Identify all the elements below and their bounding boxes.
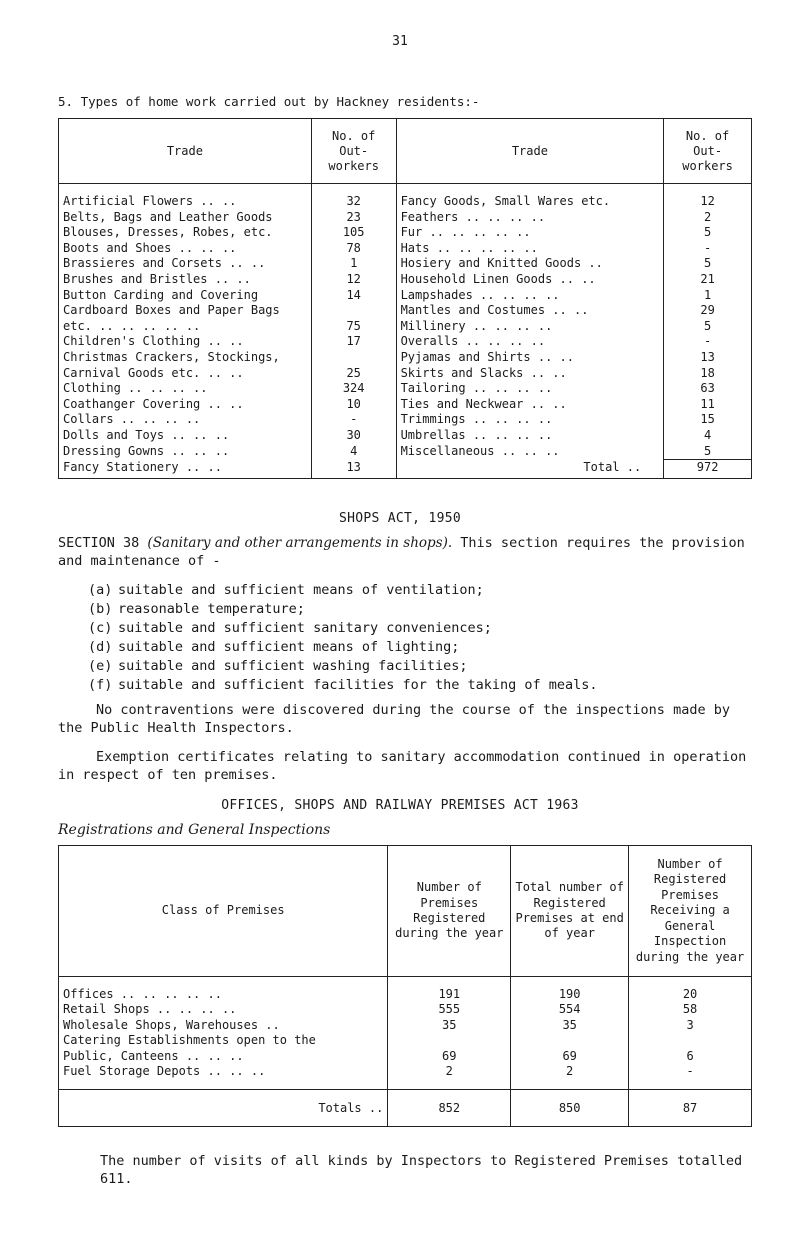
left-count-cell: 1 bbox=[311, 256, 396, 272]
right-trade-cell: Ties and Neckwear .. .. bbox=[396, 397, 664, 413]
row-total-cell: 35 bbox=[511, 1018, 629, 1033]
left-count-cell: 23 bbox=[311, 210, 396, 226]
right-count-cell: 18 bbox=[664, 366, 752, 382]
left-trade-cell: Boots and Shoes .. .. .. bbox=[59, 241, 312, 257]
right-trade-cell: Tailoring .. .. .. .. bbox=[396, 381, 664, 397]
left-count-cell: 4 bbox=[311, 444, 396, 460]
section-38-text: This section requires the provision and maintenance of - bbox=[58, 535, 745, 569]
header-count-left: No. of Out- workers bbox=[311, 119, 396, 184]
homework-header-row bbox=[59, 119, 752, 184]
row-reg-cell: 69 bbox=[388, 1049, 511, 1064]
header-inspected: Number of Registered Premises Receiving a General Inspection during the year bbox=[629, 846, 752, 977]
right-count-cell: 5 bbox=[664, 256, 752, 272]
left-trade-cell: Clothing .. .. .. .. bbox=[59, 381, 312, 397]
left-trade-cell: Blouses, Dresses, Robes, etc. bbox=[59, 225, 312, 241]
spacer-cell bbox=[59, 1079, 388, 1090]
left-trade-cell: Carnival Goods etc. .. .. bbox=[59, 366, 312, 382]
right-trade-cell: Hats .. .. .. .. .. bbox=[396, 241, 664, 257]
header-class: Class of Premises bbox=[59, 846, 388, 977]
row-insp-cell: 3 bbox=[629, 1018, 752, 1033]
left-trade-cell: Children's Clothing .. .. bbox=[59, 334, 312, 350]
right-trade-cell: Umbrellas .. .. .. .. bbox=[396, 428, 664, 444]
left-count-cell: 30 bbox=[311, 428, 396, 444]
list-item: (d) suitable and sufficient means of lighting; bbox=[88, 639, 460, 655]
row-insp-cell: 58 bbox=[629, 1002, 752, 1017]
row-cls-cell: Wholesale Shops, Warehouses .. bbox=[59, 1018, 388, 1033]
table-row bbox=[59, 350, 752, 366]
right-count-cell: 29 bbox=[664, 303, 752, 319]
contraventions-paragraph: No contraventions were discovered during the course of the inspections made by the Public Health Inspectors. bbox=[58, 702, 730, 736]
row-total-cell: 2 bbox=[511, 1064, 629, 1079]
row-reg-cell: 2 bbox=[388, 1064, 511, 1079]
right-count-cell: 63 bbox=[664, 381, 752, 397]
table-row bbox=[59, 381, 752, 397]
section-38-paragraph bbox=[58, 534, 753, 570]
row-cls-cell: Catering Establishments open to the bbox=[59, 1033, 388, 1048]
right-trade-cell: Fancy Goods, Small Wares etc. bbox=[396, 184, 664, 210]
registrations-table bbox=[58, 845, 752, 1127]
left-trade-cell: etc. .. .. .. .. .. bbox=[59, 319, 312, 335]
left-count-cell: 78 bbox=[311, 241, 396, 257]
row-reg-cell: 555 bbox=[388, 1002, 511, 1017]
right-trade-cell: Trimmings .. .. .. .. bbox=[396, 412, 664, 428]
list-item: (e) suitable and sufficient washing facilities; bbox=[88, 658, 468, 674]
table-row bbox=[59, 1064, 752, 1079]
row-reg-cell bbox=[388, 1033, 511, 1048]
header-trade-left: Trade bbox=[59, 119, 312, 184]
header-registered: Number of Premises Registered during the year bbox=[388, 846, 511, 977]
totals-registered: 852 bbox=[388, 1090, 511, 1127]
right-count-cell: 15 bbox=[664, 412, 752, 428]
table-row bbox=[59, 210, 752, 226]
right-count-cell: 12 bbox=[664, 184, 752, 210]
table-row bbox=[59, 1033, 752, 1048]
left-count-cell: 14 bbox=[311, 288, 396, 304]
right-trade-cell: Overalls .. .. .. .. bbox=[396, 334, 664, 350]
spacer-cell bbox=[629, 1079, 752, 1090]
right-trade-cell: Mantles and Costumes .. .. bbox=[396, 303, 664, 319]
table-row bbox=[59, 1018, 752, 1033]
left-trade-cell: Coathanger Covering .. .. bbox=[59, 397, 312, 413]
left-count-cell: 75 bbox=[311, 319, 396, 335]
left-trade-cell: Brushes and Bristles .. .. bbox=[59, 272, 312, 288]
left-trade-cell: Dressing Gowns .. .. .. bbox=[59, 444, 312, 460]
row-insp-cell: 6 bbox=[629, 1049, 752, 1064]
table-row bbox=[59, 444, 752, 460]
osr-act-heading: OFFICES, SHOPS AND RAILWAY PREMISES ACT 1963 bbox=[221, 798, 579, 813]
right-trade-cell: Skirts and Slacks .. .. bbox=[396, 366, 664, 382]
section-intro: 5. Types of home work carried out by Hackney residents:- bbox=[58, 94, 480, 109]
right-count-cell: 5 bbox=[664, 225, 752, 241]
closing-paragraph: The number of visits of all kinds by Inspectors to Registered Premises totalled 611. bbox=[100, 1153, 743, 1187]
right-count-cell: - bbox=[664, 241, 752, 257]
left-trade-cell: Fancy Stationery .. .. bbox=[59, 460, 312, 479]
row-cls-cell: Public, Canteens .. .. .. bbox=[59, 1049, 388, 1064]
header-total: Total number of Registered Premises at end of year bbox=[511, 846, 629, 977]
totals-total: 850 bbox=[511, 1090, 629, 1127]
table-row bbox=[59, 397, 752, 413]
homework-table-body bbox=[59, 184, 752, 479]
table-row bbox=[59, 977, 752, 1003]
right-count-cell: 5 bbox=[664, 444, 752, 460]
header-trade-right: Trade bbox=[396, 119, 664, 184]
row-insp-cell: - bbox=[629, 1064, 752, 1079]
left-trade-cell: Artificial Flowers .. .. bbox=[59, 184, 312, 210]
spacer-cell bbox=[511, 1079, 629, 1090]
table-row bbox=[59, 428, 752, 444]
table-row bbox=[59, 225, 752, 241]
left-count-cell bbox=[311, 350, 396, 366]
left-count-cell: - bbox=[311, 412, 396, 428]
osr-subheading: Registrations and General Inspections bbox=[58, 822, 331, 838]
table-row bbox=[59, 366, 752, 382]
row-cls-cell: Fuel Storage Depots .. .. .. bbox=[59, 1064, 388, 1079]
requirements-list bbox=[88, 581, 598, 695]
row-insp-cell bbox=[629, 1033, 752, 1048]
registrations-header-row bbox=[59, 846, 752, 977]
list-item: (b) reasonable temperature; bbox=[88, 601, 305, 617]
exemption-paragraph: Exemption certificates relating to sanitary accommodation continued in operation in respect of ten premises. bbox=[58, 749, 747, 783]
table-row bbox=[59, 288, 752, 304]
right-count-cell: 11 bbox=[664, 397, 752, 413]
row-cls-cell: Offices .. .. .. .. .. bbox=[59, 977, 388, 1003]
right-trade-cell: Hosiery and Knitted Goods .. bbox=[396, 256, 664, 272]
row-total-cell: 69 bbox=[511, 1049, 629, 1064]
left-count-cell: 32 bbox=[311, 184, 396, 210]
spacer-cell bbox=[388, 1079, 511, 1090]
right-count-cell: 1 bbox=[664, 288, 752, 304]
table-row bbox=[59, 241, 752, 257]
homework-table bbox=[58, 118, 752, 479]
table-row bbox=[59, 1049, 752, 1064]
right-trade-cell: Millinery .. .. .. .. bbox=[396, 319, 664, 335]
table-row bbox=[59, 1002, 752, 1017]
right-trade-cell: Household Linen Goods .. .. bbox=[396, 272, 664, 288]
table-row bbox=[59, 256, 752, 272]
table-row bbox=[59, 412, 752, 428]
left-count-cell: 17 bbox=[311, 334, 396, 350]
page-number: 31 bbox=[392, 34, 408, 49]
row-total-cell: 554 bbox=[511, 1002, 629, 1017]
right-trade-cell: Miscellaneous .. .. .. bbox=[396, 444, 664, 460]
left-trade-cell: Brassieres and Corsets .. .. bbox=[59, 256, 312, 272]
table-row bbox=[59, 319, 752, 335]
shops-act-heading: SHOPS ACT, 1950 bbox=[339, 511, 461, 526]
right-trade-cell: Pyjamas and Shirts .. .. bbox=[396, 350, 664, 366]
right-trade-cell: Fur .. .. .. .. .. bbox=[396, 225, 664, 241]
left-trade-cell: Belts, Bags and Leather Goods bbox=[59, 210, 312, 226]
right-count-cell: 2 bbox=[664, 210, 752, 226]
left-count-cell: 105 bbox=[311, 225, 396, 241]
row-total-cell bbox=[511, 1033, 629, 1048]
row-cls-cell: Retail Shops .. .. .. .. bbox=[59, 1002, 388, 1017]
left-count-cell: 324 bbox=[311, 381, 396, 397]
right-count-cell: 4 bbox=[664, 428, 752, 444]
right-trade-cell: Total .. bbox=[396, 460, 664, 479]
row-insp-cell: 20 bbox=[629, 977, 752, 1003]
right-trade-cell: Lampshades .. .. .. .. bbox=[396, 288, 664, 304]
list-item: (f) suitable and sufficient facilities for the taking of meals. bbox=[88, 677, 598, 693]
row-total-cell: 190 bbox=[511, 977, 629, 1003]
section-38-title: (Sanitary and other arrangements in shops). bbox=[147, 535, 453, 551]
left-trade-cell: Collars .. .. .. .. bbox=[59, 412, 312, 428]
registrations-table-body bbox=[59, 977, 752, 1127]
left-trade-cell: Button Carding and Covering bbox=[59, 288, 312, 304]
right-count-cell: 13 bbox=[664, 350, 752, 366]
header-count-right: No. of Out- workers bbox=[664, 119, 752, 184]
list-item: (c) suitable and sufficient sanitary conveniences; bbox=[88, 620, 492, 636]
right-count-cell: - bbox=[664, 334, 752, 350]
list-item: (a) suitable and sufficient means of ventilation; bbox=[88, 582, 484, 598]
left-trade-cell: Christmas Crackers, Stockings, bbox=[59, 350, 312, 366]
left-count-cell: 25 bbox=[311, 366, 396, 382]
row-reg-cell: 191 bbox=[388, 977, 511, 1003]
right-count-cell: 21 bbox=[664, 272, 752, 288]
section-38-label: SECTION 38 bbox=[58, 535, 140, 551]
table-row bbox=[59, 272, 752, 288]
totals-row bbox=[59, 1090, 752, 1127]
table-row bbox=[59, 460, 752, 479]
right-trade-cell: Feathers .. .. .. .. bbox=[396, 210, 664, 226]
right-count-cell: 5 bbox=[664, 319, 752, 335]
totals-label: Totals .. bbox=[59, 1090, 388, 1127]
table-row bbox=[59, 334, 752, 350]
row-reg-cell: 35 bbox=[388, 1018, 511, 1033]
table-row bbox=[59, 303, 752, 319]
left-trade-cell: Cardboard Boxes and Paper Bags bbox=[59, 303, 312, 319]
left-count-cell: 13 bbox=[311, 460, 396, 479]
left-count-cell: 10 bbox=[311, 397, 396, 413]
totals-inspected: 87 bbox=[629, 1090, 752, 1127]
table-row bbox=[59, 184, 752, 210]
left-trade-cell: Dolls and Toys .. .. .. bbox=[59, 428, 312, 444]
left-count-cell: 12 bbox=[311, 272, 396, 288]
left-count-cell bbox=[311, 303, 396, 319]
spacer-row bbox=[59, 1079, 752, 1090]
right-count-cell: 972 bbox=[664, 460, 752, 479]
